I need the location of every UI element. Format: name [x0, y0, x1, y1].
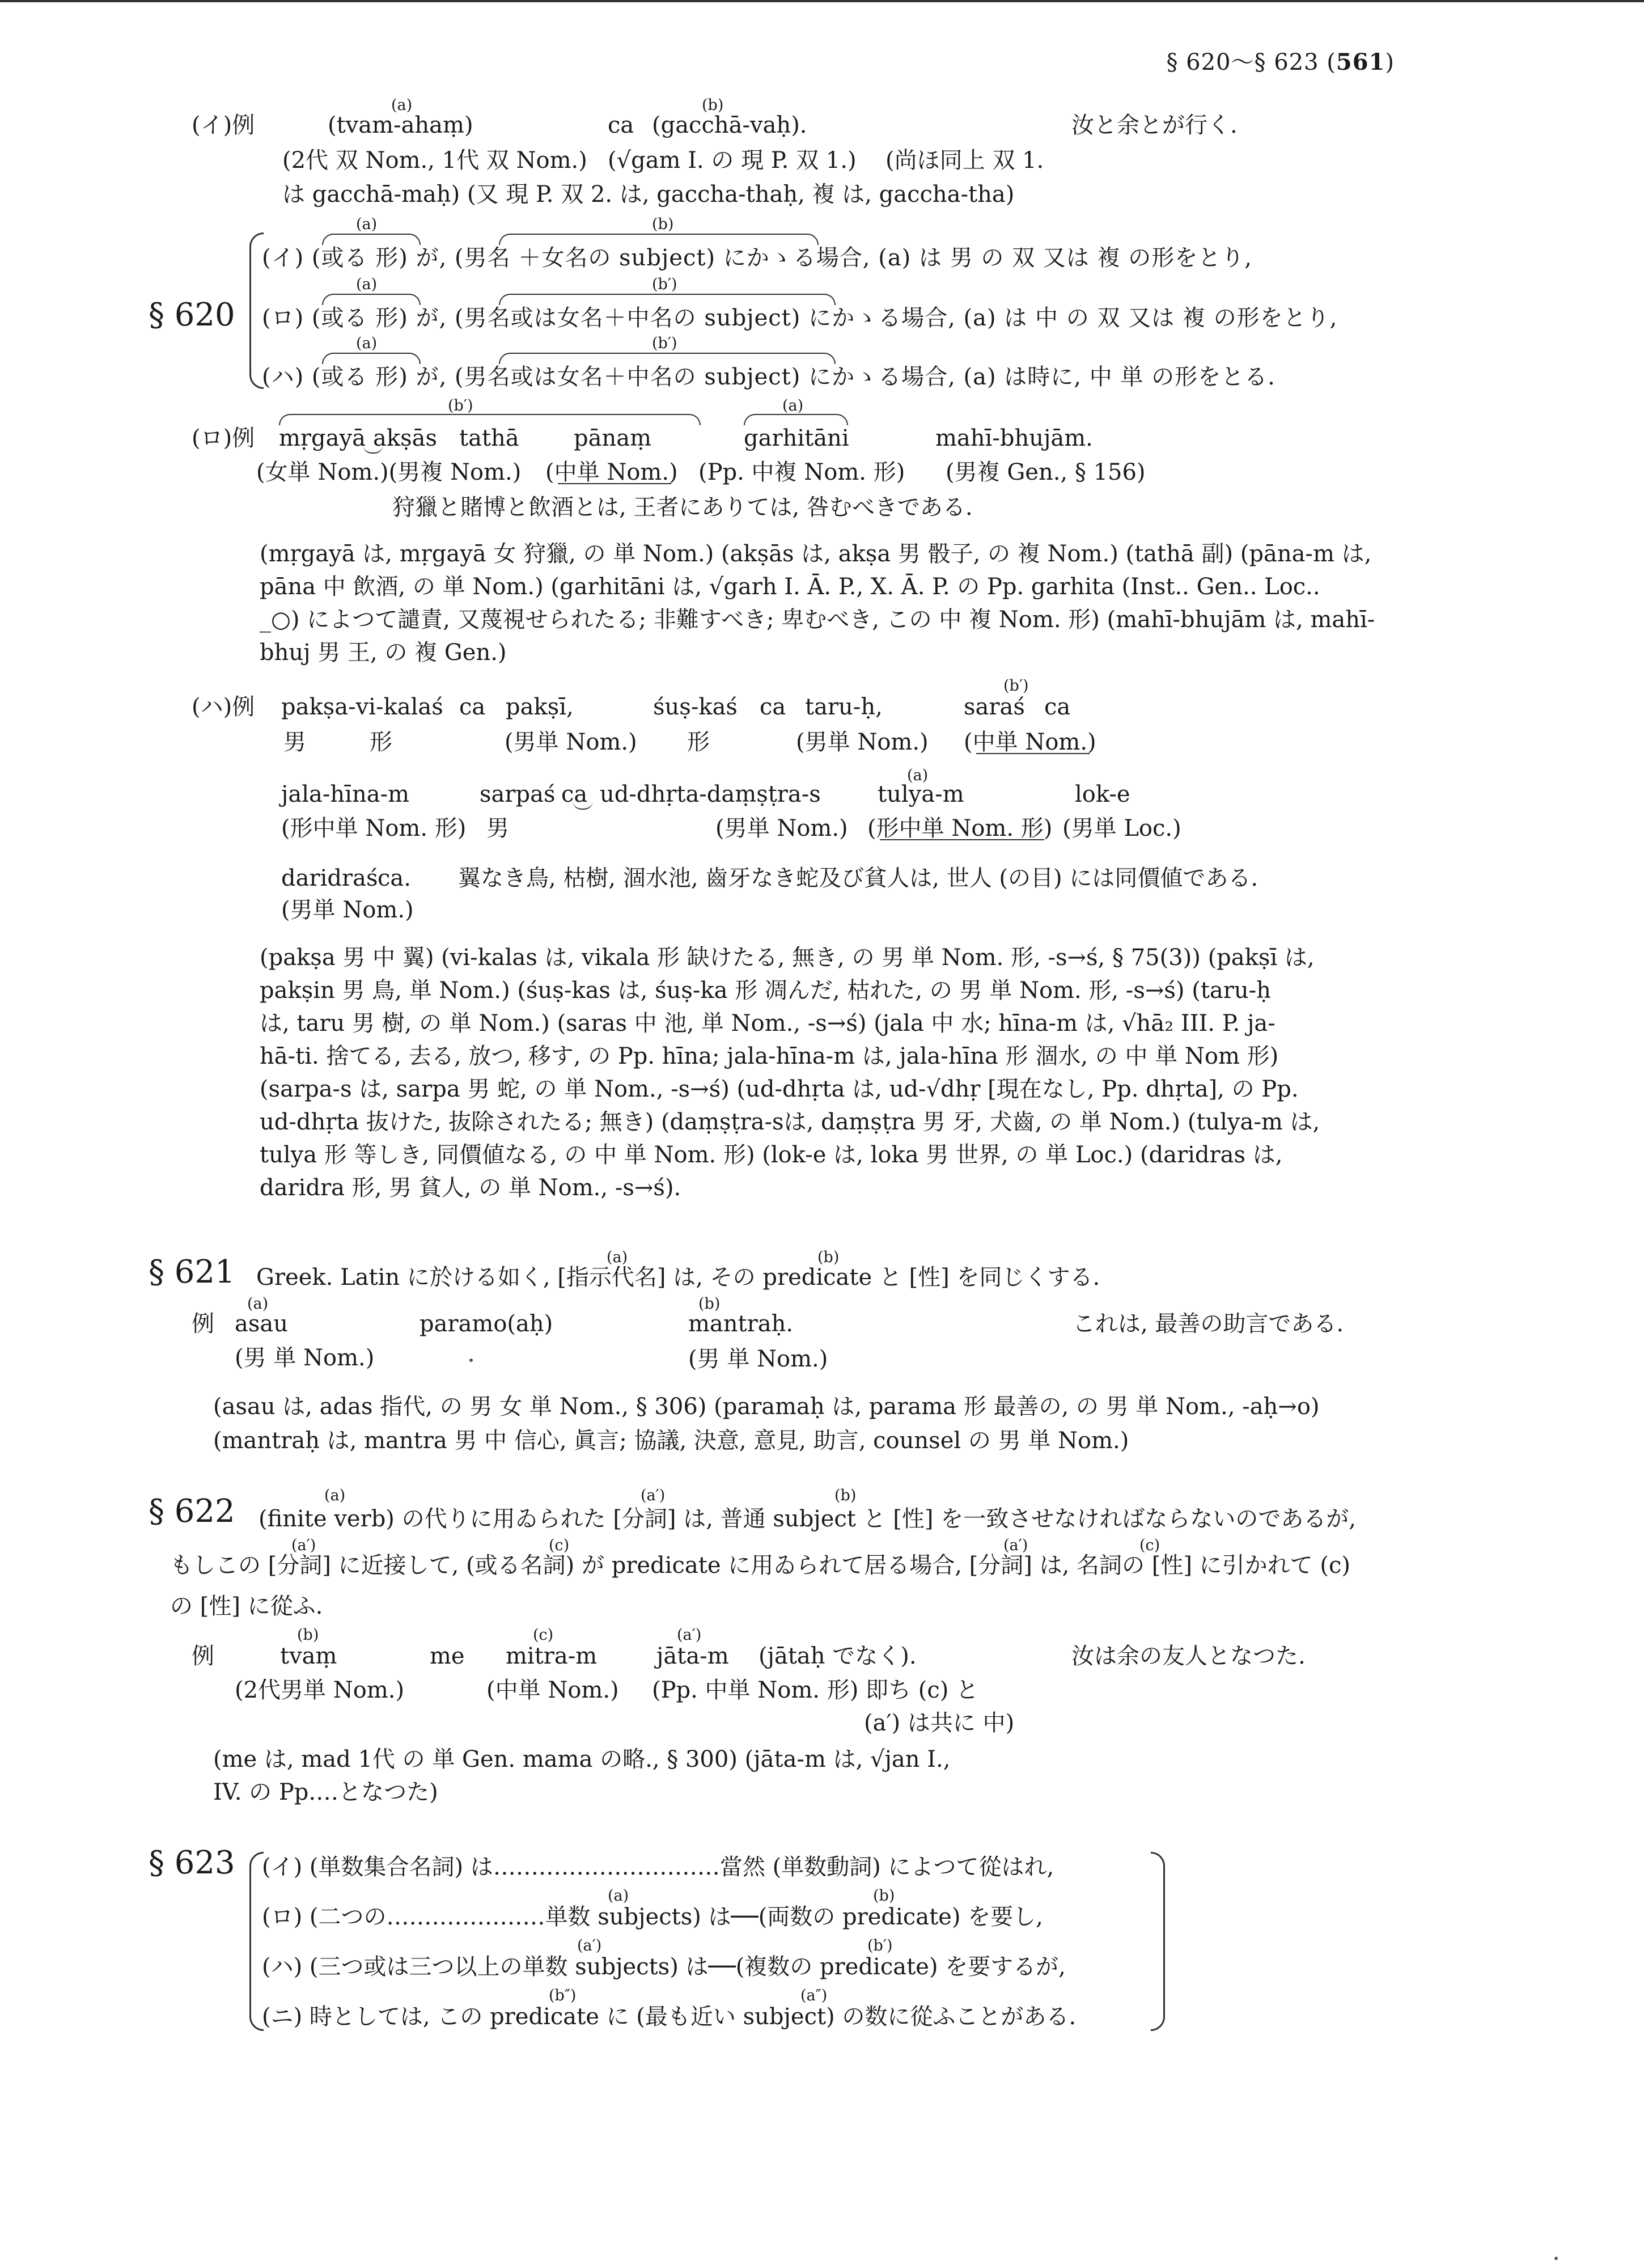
note-line: bhuj 男 王, の 複 Gen.) — [260, 640, 507, 666]
note-line: (mantraḥ は, mantra 男 中 信心, 眞言; 協議, 決意, 意見, 助言, counsel の 男 単 Nom.) — [213, 1428, 1129, 1454]
gloss: (女単 Nom.)(男複 Nom.) — [256, 459, 522, 485]
overbrace — [322, 294, 421, 305]
ref-mark: (b′) — [652, 335, 677, 352]
sanskrit-word: ca — [561, 781, 588, 807]
stray-dot — [469, 1359, 473, 1362]
overbrace — [322, 234, 421, 245]
section-number: § 623 — [149, 1844, 235, 1881]
ref-mark: (b) — [702, 96, 724, 114]
translation: これは, 最善の助言である. — [1073, 1311, 1344, 1337]
page-number: 561 — [1336, 49, 1385, 75]
sanskrit-word: jala-hīna-m — [281, 781, 410, 807]
ref-mark: (a″) — [800, 1987, 828, 2004]
ref-mark: (a′) — [677, 1626, 702, 1644]
section-number: § 620 — [149, 297, 235, 333]
gloss: (男複 Gen., § 156) — [946, 459, 1146, 485]
gloss: (2代男単 Nom.) — [235, 1677, 405, 1703]
section-range: § 620～§ 623 — [1166, 49, 1319, 75]
ref-mark: (b) — [873, 1887, 895, 1905]
gloss: 形 — [370, 729, 392, 755]
sanskrit-word: śuṣ-kaś — [653, 694, 738, 720]
section-text: (finite verb) の代りに用ゐられた [分詞] は, 普通 subject と [性] を一致させなければならないのであるが, — [259, 1506, 1356, 1532]
note-line: (pakṣa 男 中 翼) (vi-kalas は, vikala 形 缺けたる, 無き, の 男 単 Nom. 形, -s→ś, § 75(3)) (pakṣī は, — [260, 945, 1315, 971]
gloss: (男単 Nom.) — [281, 897, 414, 923]
sanskrit-word: asau — [235, 1311, 288, 1337]
ref-mark: (b′) — [1003, 677, 1029, 695]
ref-mark: (b) — [652, 215, 674, 233]
ref-mark: (c) — [533, 1626, 554, 1644]
translation: 狩獵と賭博と飲酒とは, 王者にありては, 咎むべきである. — [392, 494, 973, 521]
overbrace — [499, 353, 836, 364]
ref-mark: (b) — [297, 1626, 319, 1644]
overbrace — [744, 414, 848, 425]
gloss: (男単 Nom.) — [505, 729, 637, 755]
note-line: pāna 中 飲酒, の 単 Nom.) (garhitāni は, √garh I. Ā. P., X. Ā. P. の Pp. garhita (Inst.. Gen.. Loc.. — [260, 574, 1320, 600]
ref-mark: (a) — [247, 1295, 269, 1313]
rule-line: (ロ) (二つの…………………単数 subjects) は──(両数の predicate) を要し, — [262, 1904, 1043, 1930]
overbrace — [499, 234, 819, 245]
sanskrit-word: paramo(aḥ) — [420, 1311, 553, 1337]
note-line: (asau は, adas 指代, の 男 女 単 Nom., § 306) (paramaḥ は, parama 形 最善の, の 男 単 Nom., -aḥ→o) — [213, 1394, 1320, 1420]
sanskrit-word: sarpaś — [480, 781, 556, 807]
ref-mark: (a) — [782, 397, 804, 414]
ref-mark: (b′) — [867, 1937, 893, 1954]
sanskrit-word: mitra-m — [506, 1643, 598, 1669]
ref-mark: (a′) — [577, 1937, 602, 1954]
ref-mark: (a′) — [1003, 1537, 1028, 1554]
example-label: (ロ)例 — [192, 425, 255, 451]
sanskrit-word: mantraḥ. — [688, 1311, 794, 1337]
rule-line: (ロ) (或る 形) が, (男名或は女名＋中名の subject) にかゝる場合, (a) は 中 の 双 又は 複 の形をとり, — [262, 305, 1338, 331]
gloss: (Pp. 中複 Nom. 形) — [698, 459, 905, 485]
gloss: (√gam I. の 現 P. 双 1.) — [608, 147, 857, 174]
sanskrit-word: (gacchā-vaḥ). — [652, 112, 807, 138]
sanskrit-word: ca — [459, 694, 486, 720]
gloss: (中単 Nom.) — [545, 459, 678, 485]
ref-mark: (a) — [907, 767, 929, 784]
sanskrit-word: mahī-bhujām. — [935, 425, 1093, 451]
note-line: pakṣin 男 鳥, 単 Nom.) (śuṣ-kas は, śuṣ-ka 形 凋んだ, 枯れた, の 男 単 Nom. 形, -s→ś) (taru-ḥ — [260, 978, 1271, 1004]
right-brace — [1151, 1852, 1165, 2031]
gloss: (尚ほ同上 双 1. — [885, 147, 1044, 174]
section-number: § 622 — [149, 1493, 235, 1530]
ref-mark: (b″) — [549, 1987, 577, 2004]
note-line: (sarpa-s は, sarpa 男 蛇, の 単 Nom., -s→ś) (ud-dhṛta は, ud-√dhṛ [現在なし, Pp. dhṛta], の Pp. — [260, 1076, 1299, 1102]
gloss: (中単 Nom.) — [486, 1677, 619, 1703]
ref-mark: (c) — [1139, 1537, 1160, 1554]
ref-mark: (a) — [391, 96, 413, 114]
sanskrit-word: garhitāni — [744, 425, 849, 451]
ref-mark: (b) — [834, 1487, 857, 1504]
gloss: (中単 Nom.) — [964, 729, 1096, 755]
ref-mark: (a) — [608, 1887, 629, 1905]
ref-mark: (a) — [607, 1249, 628, 1266]
gloss: (形中単 Nom. 形) — [281, 815, 467, 841]
sanskrit-word: lok-e — [1075, 781, 1130, 807]
note-line: daridra 形, 男 貧人, の 単 Nom., -s→ś). — [260, 1175, 681, 1201]
sanskrit-word: tulya-m — [878, 781, 964, 807]
gloss: 形 — [687, 729, 710, 755]
sanskrit-word: mṛgayā — [279, 425, 366, 451]
sanskrit-word: (tvam-ahaṃ) — [328, 112, 473, 138]
sanskrit-word: taru-ḥ, — [805, 694, 883, 720]
ref-mark: (b′) — [652, 276, 677, 293]
gloss: (形中単 Nom. 形) — [867, 815, 1053, 841]
rule-line: (イ) (或る 形) が, (男名 ＋女名の subject) にかゝる場合, (a) は 男 の 双 又は 複 の形をとり, — [262, 245, 1253, 271]
sanskrit-word: ca — [1044, 694, 1071, 720]
note-line: ud-dhṛta 抜けた, 抜除されたる; 無き) (daṃṣṭra-sは, daṃṣṭra 男 牙, 犬齒, の 単 Nom.) (tulya-m は, — [260, 1109, 1320, 1135]
gloss: (男単 Nom.) — [715, 815, 848, 841]
note-line: は gacchā-maḥ) (又 現 P. 双 2. は, gaccha-thaḥ, 複 は, gaccha-tha) — [282, 181, 1015, 208]
ref-mark: (a′) — [291, 1537, 316, 1554]
ref-mark: (a) — [356, 335, 378, 352]
sanskrit-word: tvaṃ — [280, 1643, 337, 1669]
ref-mark: (a′) — [641, 1487, 666, 1504]
translation: 汝と余とが行く. — [1071, 112, 1238, 138]
stray-dot — [1554, 2257, 1558, 2260]
note-line: _○) によつて譴責, 又蔑視せられたる; 非難すべき; 卑むべき, この 中 複 Nom. 形) (mahī-bhujām は, mahī- — [260, 607, 1375, 633]
underline — [558, 483, 671, 484]
sanskrit-word: saraś — [964, 694, 1025, 720]
note-line: (mṛgayā は, mṛgayā 女 狩獵, の 単 Nom.) (akṣās は, akṣa 男 骰子, の 複 Nom.) (tathā 副) (pāna-m は, — [260, 541, 1372, 567]
sanskrit-word: ca — [608, 112, 634, 138]
example-label: 例 — [192, 1311, 214, 1337]
sanskrit-word: me — [430, 1643, 465, 1669]
gloss: 男 — [283, 729, 306, 755]
example-label: (ハ)例 — [192, 694, 255, 720]
translation: 翼なき鳥, 枯樹, 涸水池, 齒牙なき蛇及び貧人は, 世人 (の目) には同價値である. — [458, 865, 1259, 891]
sanskrit-word: akṣās — [373, 425, 437, 451]
example-label: (イ)例 — [192, 112, 255, 138]
rule-line: (ニ) 時としては, この predicate に (最も近い subject) の数に從ふことがある. — [262, 2004, 1077, 2030]
gloss: (Pp. 中単 Nom. 形) 即ち (c) と — [652, 1677, 979, 1703]
translation: 汝は余の友人となつた. — [1071, 1643, 1306, 1669]
gloss: (男単 Loc.) — [1062, 815, 1181, 841]
ref-mark: (b) — [817, 1249, 840, 1266]
gloss: (2代 双 Nom., 1代 双 Nom.) — [282, 147, 587, 174]
ref-mark: (b) — [698, 1295, 721, 1313]
note-line: tulya 形 等しき, 同價値なる, の 中 単 Nom. 形) (lok-e は, loka 男 世界, の 単 Loc.) (daridras は, — [260, 1142, 1283, 1168]
section-text: もしこの [分詞] に近接して, (或る名詞) が predicate に用ゐられて居る場合, [分詞] は, 名詞の [性] に引かれて (c) — [170, 1552, 1350, 1579]
top-rule — [0, 0, 1644, 2]
gloss: 男 — [486, 815, 509, 841]
section-text: Greek. Latin に於ける如く, [指示代名] は, その predicate と [性] を同じくする. — [256, 1264, 1100, 1290]
rule-line: (ハ) (三つ或は三つ以上の単数 subjects) は──(複数の predicate) を要するが, — [262, 1954, 1066, 1980]
underline — [880, 839, 1044, 840]
note-line: は, taru 男 樹, の 単 Nom.) (saras 中 池, 単 Nom., -s→ś) (jala 中 水; hīna-m は, √hā₂ III. P. ja- — [260, 1010, 1276, 1036]
gloss: (男単 Nom.) — [796, 729, 929, 755]
sanskrit-word: (jātaḥ でなく). — [759, 1643, 917, 1669]
rule-line: (イ) (単数集合名詞) は…………………………當然 (単数動詞) によつて從はれ, — [262, 1854, 1054, 1880]
ref-mark: (a) — [356, 215, 378, 233]
sanskrit-word: pakṣa-vi-kalaś — [281, 694, 443, 720]
sanskrit-word: pānaṃ — [574, 425, 651, 451]
ref-mark: (a) — [324, 1487, 346, 1504]
underline — [976, 753, 1090, 754]
section-number: § 621 — [149, 1254, 235, 1290]
page-header: § 620～§ 623 (561) — [1166, 49, 1395, 75]
sanskrit-word: ud-dhṛta-daṃṣṭra-s — [600, 781, 821, 807]
note-line: hā-ti. 捨てる, 去る, 放つ, 移す, の Pp. hīna; jala-hīna-m は, jala-hīna 形 涸水, の 中 単 Nom 形) — [260, 1043, 1279, 1069]
ref-mark: (b′) — [448, 397, 473, 414]
rule-line: (ハ) (或る 形) が, (男名或は女名＋中名の subject) にかゝる場合, (a) は時に, 中 単 の形をとる. — [262, 364, 1276, 390]
example-label: 例 — [192, 1643, 214, 1669]
note-line: (me は, mad 1代 の 単 Gen. mama の略., § 300) (jāta-m は, √jan I., — [213, 1746, 951, 1772]
sanskrit-word: tathā — [459, 425, 519, 451]
sanskrit-word: daridraś — [281, 865, 378, 891]
ref-mark: (a) — [356, 276, 378, 293]
sanskrit-word: pakṣī, — [506, 694, 574, 720]
gloss: (a′) は共に 中) — [864, 1710, 1015, 1736]
sanskrit-word: ca — [760, 694, 786, 720]
overbrace — [322, 353, 421, 364]
ref-mark: (c) — [549, 1537, 570, 1554]
section-text: の [性] に從ふ. — [170, 1593, 323, 1619]
overbrace — [279, 414, 701, 425]
note-line: IV. の Pp.…となつた) — [213, 1779, 438, 1805]
overbrace — [499, 294, 836, 305]
gloss: (男 単 Nom.) — [688, 1346, 828, 1372]
sanskrit-word: jāta-m — [656, 1643, 729, 1669]
sanskrit-word: ca. — [378, 865, 411, 891]
gloss: (男 単 Nom.) — [235, 1345, 375, 1371]
